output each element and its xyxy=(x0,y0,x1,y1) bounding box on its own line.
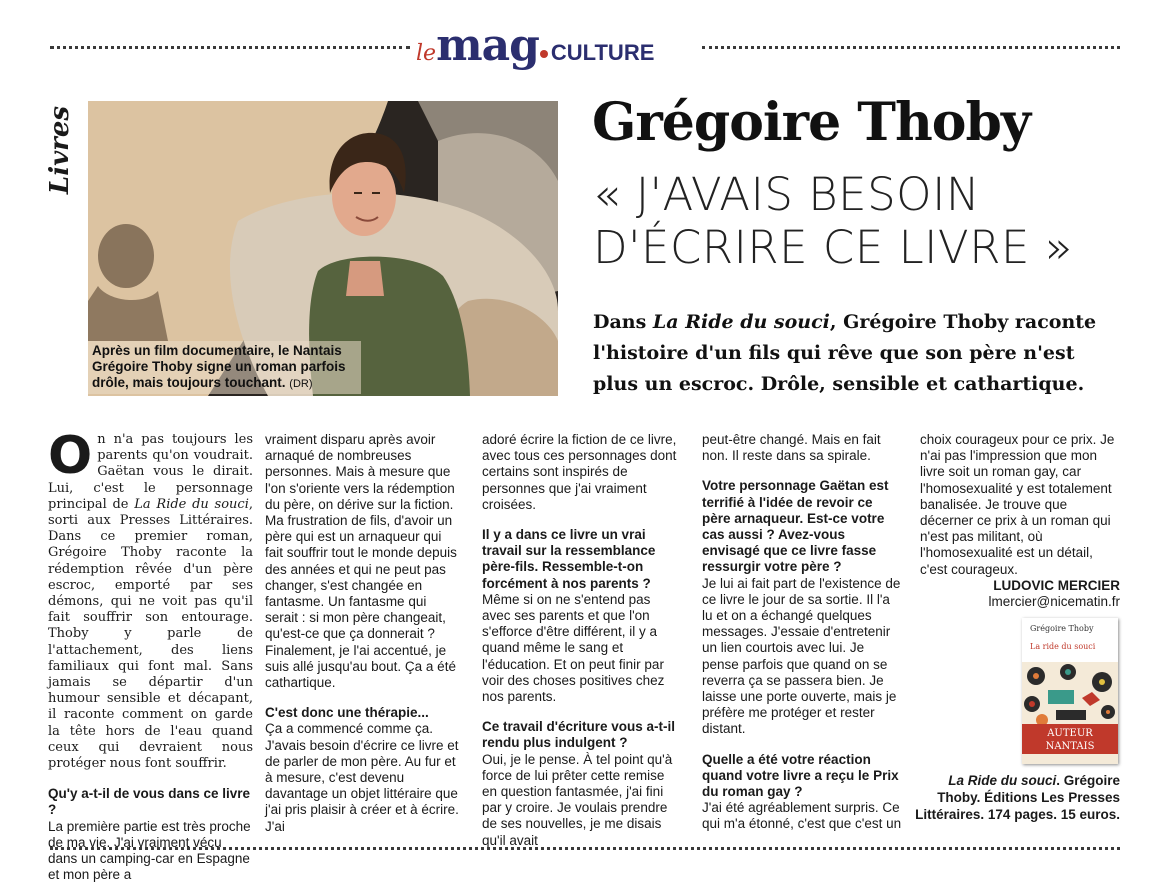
interview-answer: adoré écrire la fiction de ce livre, avec tous ces personnages dont certains sont inspirés de personnes que j'ai vraiment croisées. xyxy=(482,432,677,512)
interview-answer: La première partie est très proche de ma vie. J'ai vraiment vécu dans un camping-car en Espagne et mon père a xyxy=(48,818,251,883)
photo-credit: (DR) xyxy=(289,378,313,390)
author-email: lmercier@nicematin.fr xyxy=(988,594,1120,610)
headline-author-name: Grégoire Thoby xyxy=(592,92,1031,153)
masthead-mag: mag xyxy=(436,20,539,71)
interview-answer: Ça a commencé comme ça. J'avais besoin d'écrire ce livre et de parler de mon père. Au fur et à mesure, c'est devenu davantage un objet littéraire que j'ai pris plaisir à créer et à écrire. J'ai xyxy=(265,721,459,834)
author-byline: LUDOVIC MERCIER xyxy=(993,577,1120,593)
interview-answer: choix courageux pour ce prix. Je n'ai pas l'impression que mon livre soit un roman gay, car l'homosexualité y est totalement banalisée. Je trouve que décerner ce prix à un roman qui n'est pas militant, où l'homosexualité est un détail, c'est courageux. xyxy=(920,432,1115,577)
book-cover xyxy=(1022,618,1118,764)
book-cover-title: La ride du souci xyxy=(1030,642,1096,651)
interview-answer: Oui, je le pense. À tel point qu'à force de lui prêter cette remise en question fantasmée, j'ai fini par y croire. Je voulais prendre de ses nouvelles, je me disais qu'il avait xyxy=(482,751,673,848)
interview-answer: Je lui ai fait part de l'existence de ce livre le jour de sa sortie. Il l'a lu et on a échangé quelques messages. J'essaie d'entretenir un lien courtois avec lui. Je pense parfois que quand on se reverra ça se passera bien. Je laisse une porte ouverte, mais je préfère me protéger et rester distant. xyxy=(702,575,901,737)
interview-question: Ce travail d'écriture vous a-t-il rendu plus indulgent ? xyxy=(482,719,676,751)
interview-question: Votre personnage Gaëtan est terrifié à l'idée de revoir ce père arnaqueur. Est-ce votre cas aussi ? Avez-vous envisagé que ce livre fasse ressurgir votre père ? xyxy=(702,478,889,575)
interview-question: C'est donc une thérapie... xyxy=(265,705,429,721)
book-cover-band: AUTEUR NANTAIS xyxy=(1022,724,1118,754)
intro-paragraph: On n'a pas toujours les parents qu'on voudrait. Gaëtan vous le dirait. Lui, c'est le personnage principal de La Ride du souci, sorti aux Presses Littéraires. Dans ce premier roman, Grégoire Thoby raconte la rédemption rêvée d'un père escroc, emporté par ses démons, qui ne voit pas qu'il fait souffrir son entourage. Thoby y parle de l'attachement, des liens familiaux qui font mal. Sans jamais se départir d'un humour sensible et décapant, il raconte comment on garde la tête hors de l'eau quand ceux qui devraient nous protéger nous font souffrir. xyxy=(48,426,254,772)
masthead-le: le xyxy=(416,41,437,66)
photo-caption: Après un film documentaire, le Nantais Grégoire Thoby signe un roman parfois drôle, mais toujours touchant. (DR) xyxy=(88,341,361,394)
article-column-1 xyxy=(48,426,254,883)
headline-quote: « J'AVAIS BESOIN D'ÉCRIRE CE LIVRE » xyxy=(593,168,1073,274)
article-column-5 xyxy=(920,432,1120,610)
masthead-logo xyxy=(416,20,654,70)
header-rule-right xyxy=(702,46,1120,49)
interview-answer: vraiment disparu après avoir arnaqué de nombreuses personnes. Mais à mesure que l'on s'oriente vers la rédemption du père, on dérive sur la fiction. Ma frustration de fils, d'avoir un père qui est un arnaqueur qui fait souffrir tout le monde depuis des années et qui ne peut pas changer, s'est changée en fantasme. Un fantasme qui serait : si mon père changeait, qu'est-ce que ça donnerait ? Finalement, je l'ai accentué, je suis allé jusqu'au bout. Ça a été cathartique. xyxy=(265,432,457,691)
drop-cap: O xyxy=(48,426,93,486)
footer-rule xyxy=(50,847,1120,850)
article-standfirst: Dans La Ride du souci, Grégoire Thoby raconte l'histoire d'un fils qui rêve que son père n'est plus un escroc. Drôle, sensible et cathartique. xyxy=(593,311,1097,395)
interview-question: Quelle a été votre réaction quand votre livre a reçu le Prix du roman gay ? xyxy=(702,751,899,800)
section-name: CULTURE xyxy=(550,40,655,65)
book-cover-author: Grégoire Thoby xyxy=(1030,624,1094,633)
interview-answer: peut-être changé. Mais en fait non. Il reste dans sa spirale. xyxy=(702,432,881,464)
article-column-3 xyxy=(482,432,680,849)
masthead-dot-icon xyxy=(540,50,548,58)
rubric-label: Livres xyxy=(45,105,75,195)
interview-question: Qu'y a-t-il de vous dans ce livre ? xyxy=(48,786,251,818)
interview-answer: Même si on ne s'entend pas avec ses parents et que l'on s'efforce d'être différent, il y a quand même le sang et l'éducation. Et on peut finir par voir des choses positives chez nos parents. xyxy=(482,591,665,705)
article-column-2 xyxy=(265,432,460,835)
interview-answer: J'ai été agréablement surpris. Ce qui m'a étonné, c'est que c'est un xyxy=(702,800,902,832)
article-column-4 xyxy=(702,432,902,833)
author-photo xyxy=(88,101,558,396)
header-rule-left xyxy=(50,46,410,49)
interview-question: Il y a dans ce livre un vrai travail sur la ressemblance père-fils. Ressemble-t-on forcément à nos parents ? xyxy=(482,527,656,591)
book-reference: La Ride du souci. Grégoire Thoby. Éditions Les Presses Littéraires. 174 pages. 15 euros. xyxy=(915,773,1120,822)
